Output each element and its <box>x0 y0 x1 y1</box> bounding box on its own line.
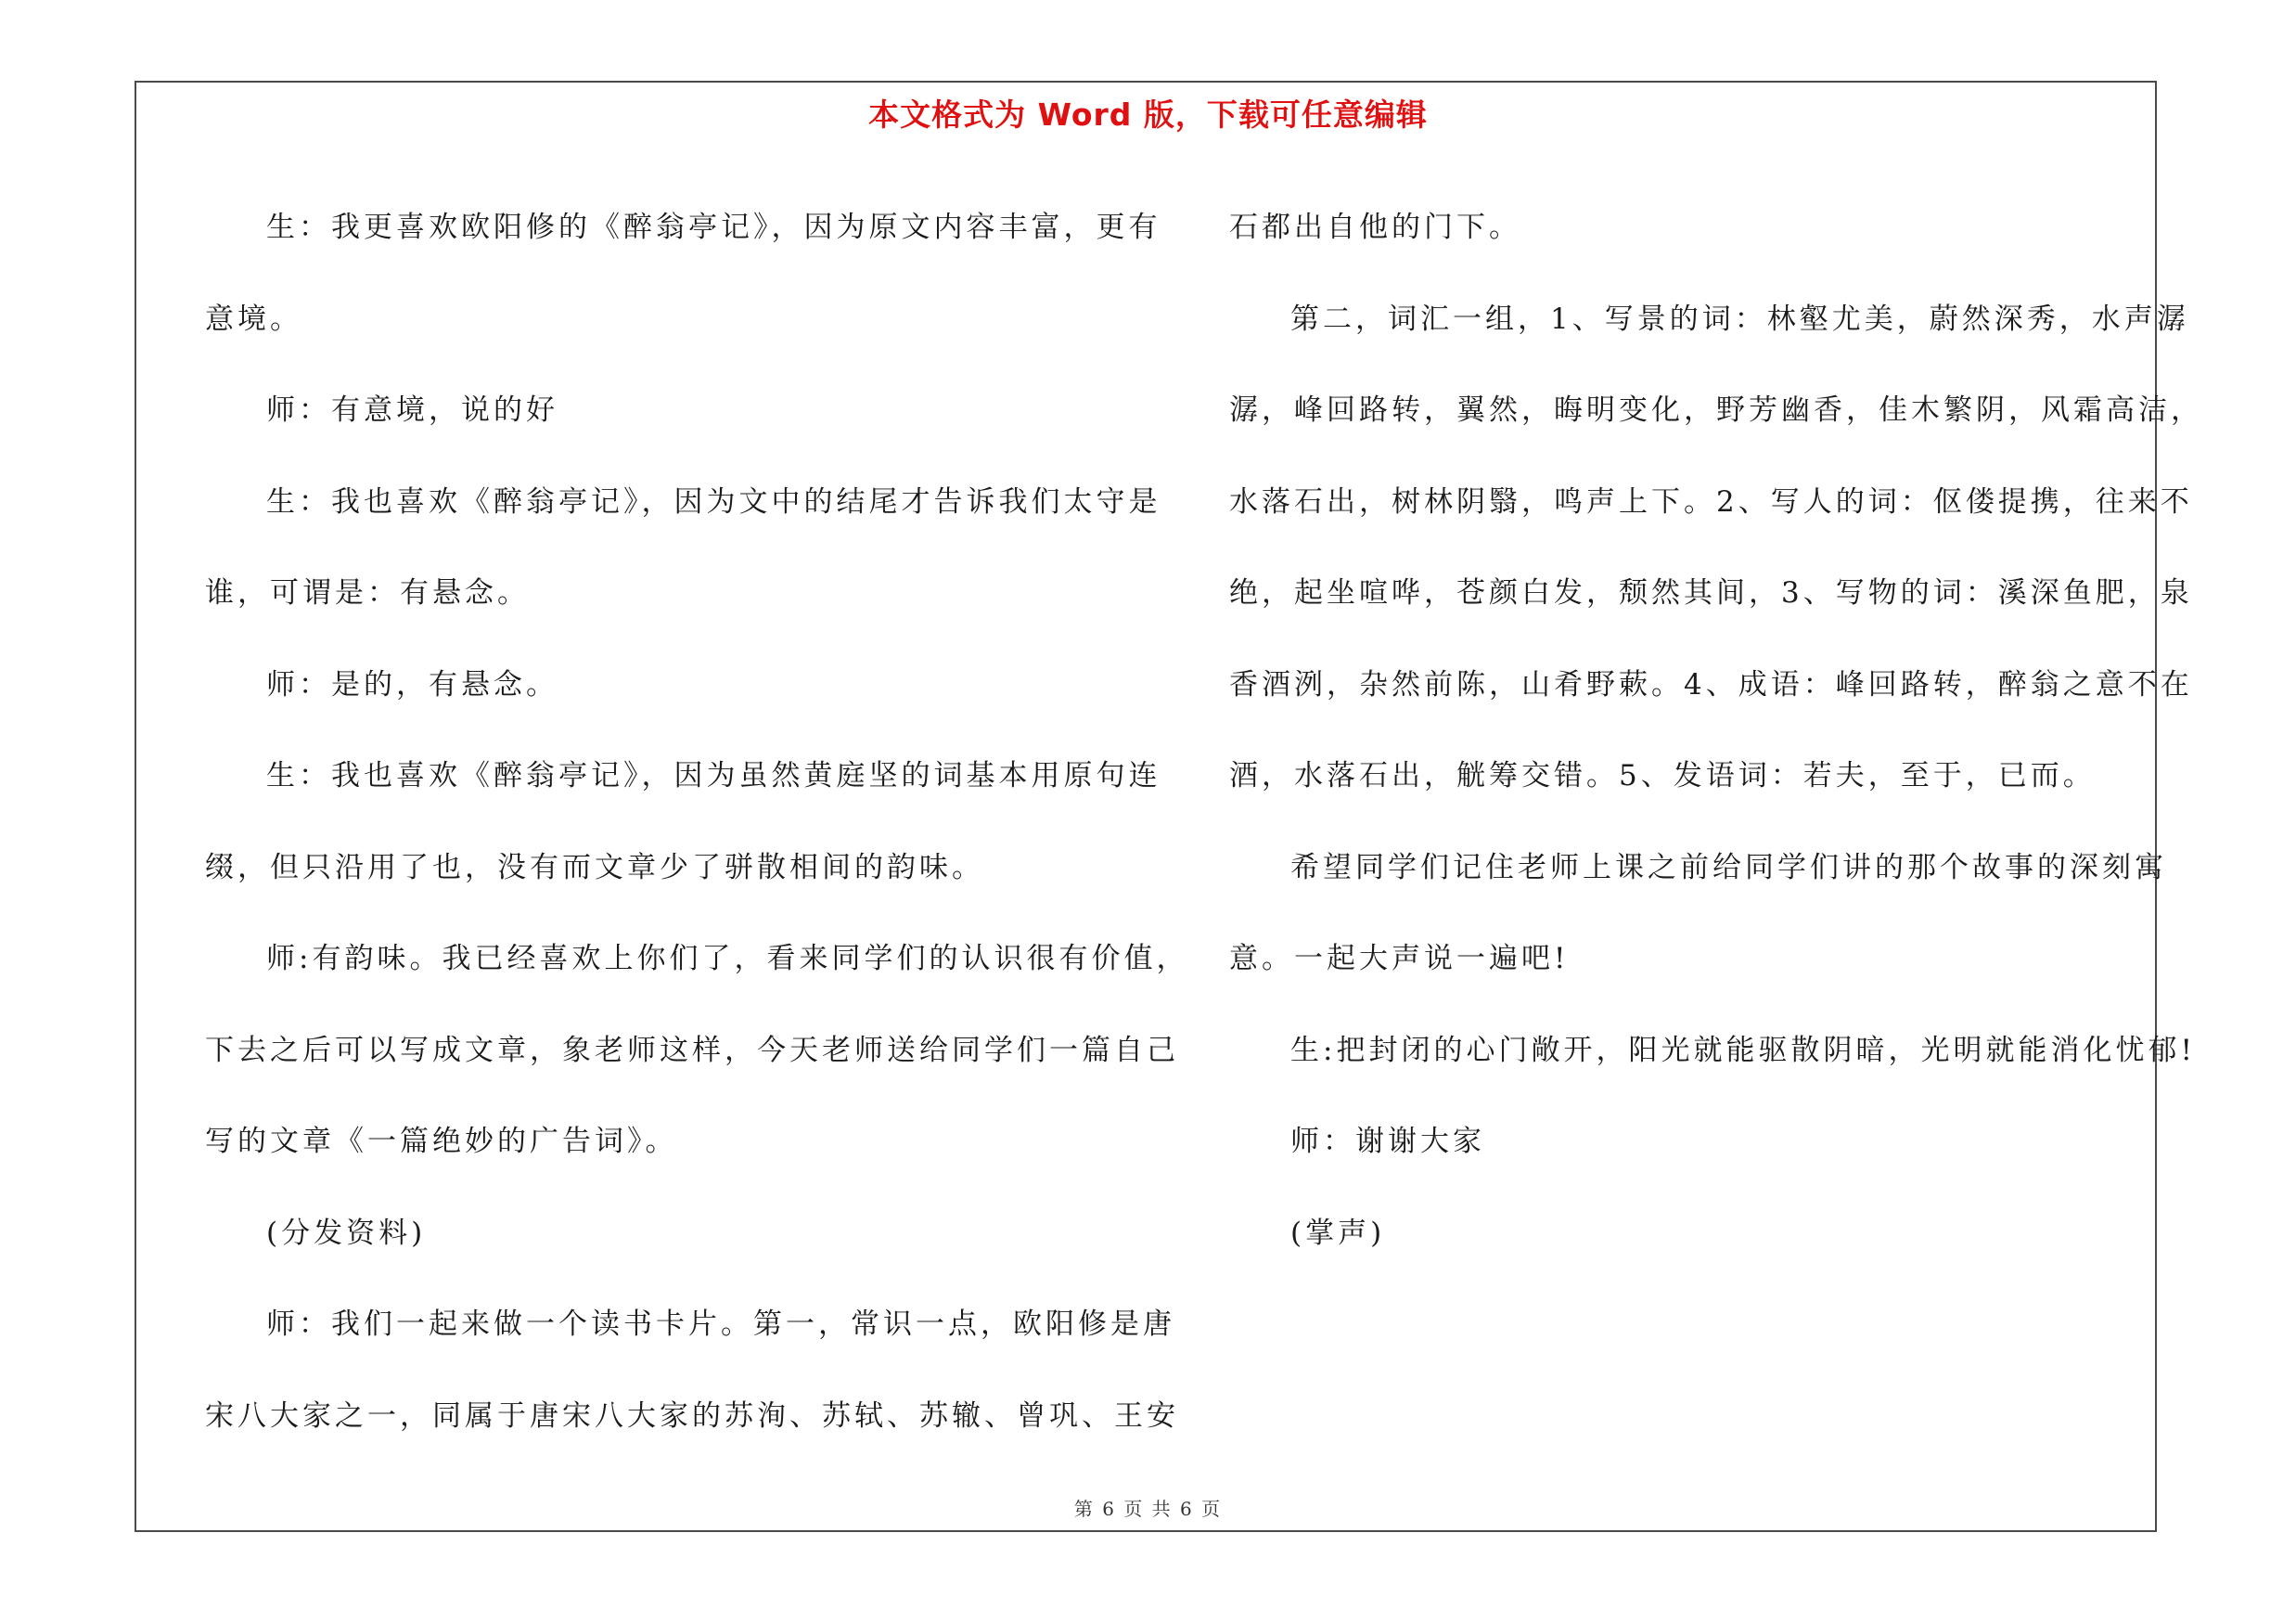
right-column-text-line: 第二，词汇一组，1、写景的词：林壑尤美，蔚然深秀，水声潺 <box>1290 302 2189 336</box>
right-column-text-line: 意。一起大声说一遍吧! <box>1229 942 1570 975</box>
right-column-text-line: 绝，起坐喧哗，苍颜白发，颓然其间，3、写物的词：溪深鱼肥，泉 <box>1229 576 2193 610</box>
left-column-text-line: 意境。 <box>205 302 302 336</box>
left-column <box>205 182 1189 1462</box>
right-column-text-line: 潺，峰回路转，翼然，晦明变化，野芳幽香，佳木繁阴，风霜高洁， <box>1229 393 2203 427</box>
right-column-text-line: 酒，水落石出，觥筹交错。5、发语词：若夫，至于，已而。 <box>1229 759 2096 792</box>
word-format-banner: 本文格式为 Word 版，下载可任意编辑 <box>868 97 1428 133</box>
left-column-text-line: (分发资料) <box>266 1216 427 1250</box>
right-column-text-line: 水落石出，树林阴翳，鸣声上下。2、写人的词：伛偻提携，往来不 <box>1229 484 2193 519</box>
left-column-text-line: 师：我们一起来做一个读书卡片。第一，常识一点，欧阳修是唐 <box>266 1307 1175 1341</box>
left-column-text-line: 缀，但只沿用了也，没有而文章少了骈散相间的韵味。 <box>205 850 984 884</box>
left-column-text-line: 下去之后可以写成文章，象老师这样，今天老师送给同学们一篇自己 <box>205 1033 1179 1067</box>
right-column <box>1229 182 2203 1279</box>
right-column-text-line: 希望同学们记住老师上课之前给同学们讲的那个故事的深刻寓 <box>1290 850 2167 884</box>
left-column-text-line: 谁，可谓是：有悬念。 <box>205 576 530 610</box>
left-column-text-line: 生：我更喜欢欧阳修的《醉翁亭记》，因为原文内容丰富，更有 <box>266 211 1161 244</box>
right-column-text-line: (掌声) <box>1290 1216 1386 1250</box>
right-column-text-line: 香酒洌，杂然前陈，山肴野蔌。4、成语：峰回路转，醉翁之意不在 <box>1229 667 2193 702</box>
left-column-text-line: 生：我也喜欢《醉翁亭记》，因为文中的结尾才告诉我们太守是 <box>266 484 1161 519</box>
right-column-text-line: 石都出自他的门下。 <box>1229 211 1521 244</box>
left-column-text-line: 师:有韵味。我已经喜欢上你们了，看来同学们的认识很有价值， <box>266 942 1189 975</box>
right-column-text-line: 生:把封闭的心门敞开，阳光就能驱散阴暗，光明就能消化忧郁! <box>1290 1033 2196 1067</box>
left-column-text-line: 师：有意境，说的好 <box>266 393 558 427</box>
left-column-text-line: 生：我也喜欢《醉翁亭记》，因为虽然黄庭坚的词基本用原句连 <box>266 759 1161 792</box>
left-column-text-line: 写的文章《一篇绝妙的广告词》。 <box>205 1125 678 1158</box>
left-column-text-line: 师：是的，有悬念。 <box>266 667 558 702</box>
page-footer: 第 6 页 共 6 页 <box>1073 1498 1223 1520</box>
left-column-text-line: 宋八大家之一，同属于唐宋八大家的苏洵、苏轼、苏辙、曾巩、王安 <box>205 1398 1179 1433</box>
right-column-text-line: 师：谢谢大家 <box>1290 1125 1485 1158</box>
